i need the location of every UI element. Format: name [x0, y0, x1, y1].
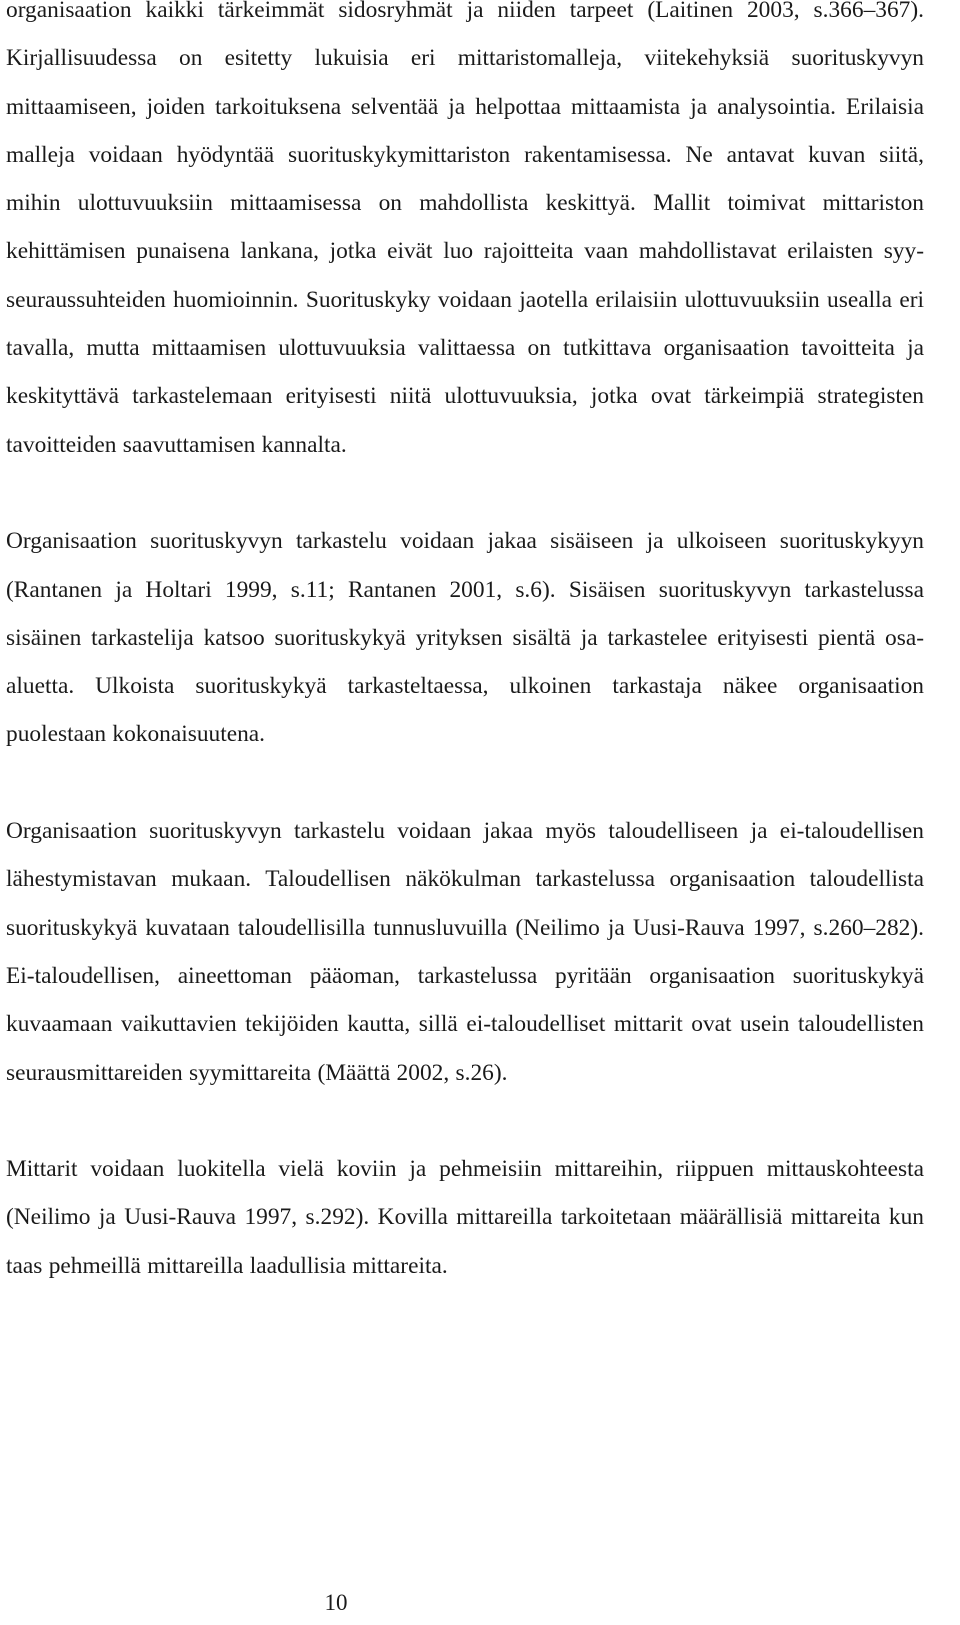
paragraph-4: Mittarit voidaan luokitella vielä koviin ja pehmeisiin mittareihin, riippuen mittauskohteesta (Neilimo ja Uusi-Rauva 1997, s.292). Kovilla mittareilla tarkoitetaan määrällisiä mittareita kun taas pehmeillä mittareilla laadullisia mittareita. — [6, 1156, 924, 1279]
paragraph-1: organisaation kaikki tärkeimmät sidosryhmät ja niiden tarpeet (Laitinen 2003, s.366–367). Kirjallisuudessa on esitetty lukuisia eri mittaristomalleja, viitekehyksiä suorituskyvyn mittaamiseen, joiden tarkoituksena selventää ja helpottaa mittaamista ja analysointia. Erilaisia malleja voidaan hyödyntää suorituskykymittariston rakentamisessa. Ne antavat kuvan siitä, mihin ulottuvuuksiin mittaamisessa on mahdollista keskittyä. Mallit toimivat mittariston kehittämisen punaisena lankana, jotka eivät luo rajoitteita vaan mahdollistavat erilaisten syy-seuraussuhteiden huomioinnin. Suorituskyky voidaan jaotella erilaisiin ulottuvuuksiin usealla eri tavalla, mutta mittaamisen ulottuvuuksia valittaessa on tutkittava organisaation tavoitteita ja keskityttävä tarkastelemaan erityisesti niitä ulottuvuuksia, jotka ovat tärkeimpiä strategisten tavoitteiden saavuttamisen kannalta. — [6, 0, 924, 458]
body-text — [6, 0, 924, 1290]
paragraph-3: Organisaation suorituskyvyn tarkastelu voidaan jakaa myös taloudelliseen ja ei-taloudellisen lähestymistavan mukaan. Taloudellisen näkökulman tarkastelussa organisaation taloudellista suorituskykyä kuvataan taloudellisilla tunnusluvuilla (Neilimo ja Uusi-Rauva 1997, s.260–282). Ei-taloudellisen, aineettoman pääoman, tarkastelussa pyritään organisaation suorituskykyä kuvaamaan vaikuttavien tekijöiden kautta, sillä ei-taloudelliset mittarit ovat usein taloudellisten seurausmittareiden syymittareita (Määttä 2002, s.26). — [6, 818, 924, 1086]
paragraph-2: Organisaation suorituskyvyn tarkastelu voidaan jakaa sisäiseen ja ulkoiseen suorituskykyyn (Rantanen ja Holtari 1999, s.11; Rantanen 2001, s.6). Sisäisen suorituskyvyn tarkastelussa sisäinen tarkastelija katsoo suorituskykyä yrityksen sisältä ja tarkastelee erityisesti pientä osa-aluetta. Ulkoista suorituskykyä tarkasteltaessa, ulkoinen tarkastaja näkee organisaation puolestaan kokonaisuutena. — [6, 528, 924, 748]
page-number: 10 — [324, 1590, 348, 1615]
